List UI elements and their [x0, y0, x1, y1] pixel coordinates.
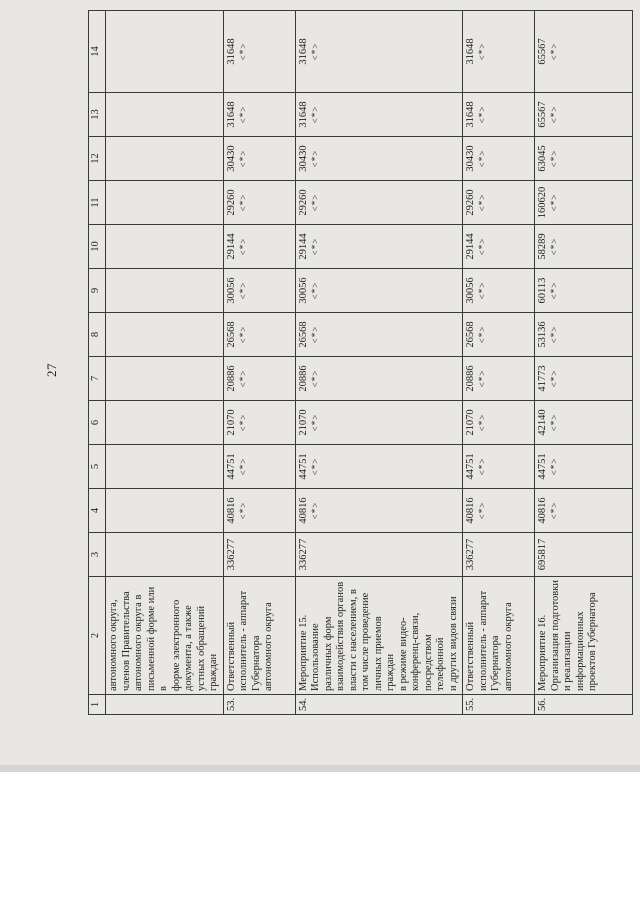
value-cell — [295, 225, 463, 269]
value-cell — [295, 137, 463, 181]
value-cell — [295, 269, 463, 313]
cell-value: 336277 — [465, 538, 476, 571]
cell-footnote-mark: <*> — [477, 193, 487, 212]
value-cell — [223, 11, 295, 93]
cell-footnote-mark: <*> — [237, 193, 248, 212]
cell-value: 695817 — [537, 538, 548, 571]
cell-value: 29144 — [465, 233, 476, 260]
row-description: Мероприятие 15. Использование различных форм взаимодействия органов власти с населением, в том числе проведение личных приемов граждан в режиме видео- конференц-связи, посредством телефонной и других видов связи — [297, 581, 459, 691]
cell-footnote-mark: <*> — [237, 369, 248, 388]
cell-value: 58289 — [537, 233, 548, 260]
value-cell — [223, 93, 295, 137]
value-cell — [295, 489, 463, 533]
cell-value: 29144 — [225, 233, 237, 260]
value-cell — [106, 11, 224, 93]
cell-footnote-mark: <*> — [477, 325, 487, 344]
cell-value: 31648 — [297, 101, 309, 128]
cell-value: 53136 — [537, 321, 548, 348]
cell-footnote-mark: <*> — [237, 325, 248, 344]
cell-value: 63045 — [537, 145, 548, 172]
cell-footnote-mark: <*> — [477, 413, 487, 432]
cell-value: 60113 — [537, 277, 548, 304]
value-cell — [535, 269, 633, 313]
cell-value: 40816 — [465, 497, 476, 524]
cell-value: 31648 — [297, 38, 309, 65]
cell-footnote-mark: <*> — [237, 501, 248, 520]
value-cell — [106, 269, 224, 313]
row-description-cell — [106, 577, 224, 695]
column-header: 10 — [89, 225, 106, 269]
cell-value: 26568 — [297, 321, 309, 348]
cell-value: 21070 — [465, 409, 476, 436]
value-cell — [463, 181, 535, 225]
cell-value: 31648 — [225, 38, 237, 65]
cell-footnote-mark: <*> — [477, 149, 487, 168]
value-cell — [223, 225, 295, 269]
column-header: 12 — [89, 137, 106, 181]
cell-value: 30056 — [465, 277, 476, 304]
value-cell — [535, 445, 633, 489]
value-cell — [295, 401, 463, 445]
cell-value: 40816 — [297, 497, 309, 524]
table-row — [463, 11, 535, 715]
column-header: 5 — [89, 445, 106, 489]
row-description: Мероприятие 16. Организация подготовки и реализации информационных проектов Губернатора — [537, 580, 598, 691]
cell-footnote-mark: <*> — [237, 457, 248, 476]
row-description: Ответственный исполнитель - аппарат Губернатора автономного округа — [465, 590, 514, 691]
value-cell — [535, 181, 633, 225]
column-header: 1 — [89, 695, 106, 715]
value-cell — [463, 357, 535, 401]
cell-value: 20886 — [225, 365, 237, 392]
value-cell — [463, 313, 535, 357]
cell-value: 29260 — [465, 189, 476, 216]
value-cell — [223, 269, 295, 313]
scan-edge — [0, 765, 640, 772]
cell-value: 20886 — [465, 365, 476, 392]
row-description-cell — [463, 577, 535, 695]
cell-value: 30430 — [225, 145, 237, 172]
row-description-cell — [535, 577, 633, 695]
cell-value: 29260 — [225, 189, 237, 216]
value-cell — [106, 225, 224, 269]
cell-footnote-mark: <*> — [237, 281, 248, 300]
value-cell — [295, 313, 463, 357]
cell-footnote-mark: <*> — [237, 413, 248, 432]
cell-value: 30056 — [297, 277, 309, 304]
cell-footnote-mark: <*> — [477, 42, 487, 61]
value-cell — [106, 357, 224, 401]
cell-footnote-mark: <*> — [309, 42, 320, 61]
value-cell — [223, 181, 295, 225]
table-body — [106, 11, 633, 715]
value-cell — [106, 93, 224, 137]
header-row — [89, 11, 106, 715]
value-cell — [463, 269, 535, 313]
cell-footnote-mark: <*> — [549, 42, 559, 61]
row-index: 54. — [295, 695, 463, 715]
cell-footnote-mark: <*> — [237, 105, 248, 124]
cell-value: 21070 — [225, 409, 237, 436]
value-cell — [535, 93, 633, 137]
value-cell — [295, 445, 463, 489]
cell-footnote-mark: <*> — [549, 105, 559, 124]
value-cell — [463, 489, 535, 533]
value-cell — [223, 137, 295, 181]
value-cell — [295, 533, 463, 577]
value-cell — [463, 93, 535, 137]
cell-value: 65567 — [537, 101, 548, 128]
value-cell — [223, 445, 295, 489]
cell-value: 30430 — [297, 145, 309, 172]
column-header: 2 — [89, 577, 106, 695]
cell-value: 336277 — [297, 538, 309, 571]
value-cell — [223, 489, 295, 533]
row-description: автономного округа, членов Правительства автономного округа в письменной форме или в форме электронного документа, а также устных обращений граждан — [108, 586, 219, 691]
value-cell — [535, 137, 633, 181]
cell-footnote-mark: <*> — [309, 325, 320, 344]
cell-value: 30056 — [225, 277, 237, 304]
value-cell — [106, 181, 224, 225]
value-cell — [463, 401, 535, 445]
value-cell — [535, 313, 633, 357]
value-cell — [106, 137, 224, 181]
value-cell — [535, 11, 633, 93]
cell-footnote-mark: <*> — [549, 501, 559, 520]
cell-value: 30430 — [465, 145, 476, 172]
value-cell — [106, 401, 224, 445]
cell-footnote-mark: <*> — [477, 501, 487, 520]
row-index — [106, 695, 224, 715]
row-description-cell — [295, 577, 463, 695]
value-cell — [106, 533, 224, 577]
cell-value: 26568 — [225, 321, 237, 348]
cell-value: 31648 — [465, 101, 476, 128]
value-cell — [223, 357, 295, 401]
cell-footnote-mark: <*> — [477, 369, 487, 388]
cell-footnote-mark: <*> — [237, 149, 248, 168]
value-cell — [295, 357, 463, 401]
cell-value: 65567 — [537, 38, 548, 65]
cell-value: 44751 — [225, 453, 237, 480]
column-header: 4 — [89, 489, 106, 533]
cell-value: 20886 — [297, 365, 309, 392]
cell-footnote-mark: <*> — [549, 413, 559, 432]
cell-value: 40816 — [537, 497, 548, 524]
cell-footnote-mark: <*> — [477, 105, 487, 124]
page-number: 27 — [44, 363, 59, 377]
row-index: 55. — [463, 695, 535, 715]
cell-footnote-mark: <*> — [477, 237, 487, 256]
cell-footnote-mark: <*> — [477, 457, 487, 476]
cell-footnote-mark: <*> — [309, 501, 320, 520]
cell-value: 40816 — [225, 497, 237, 524]
value-cell — [463, 11, 535, 93]
cell-footnote-mark: <*> — [237, 237, 248, 256]
value-cell — [106, 489, 224, 533]
value-cell — [535, 357, 633, 401]
cell-footnote-mark: <*> — [309, 369, 320, 388]
value-cell — [463, 225, 535, 269]
value-cell — [295, 11, 463, 93]
cell-footnote-mark: <*> — [549, 237, 559, 256]
value-cell — [535, 489, 633, 533]
cell-value: 26568 — [465, 321, 476, 348]
cell-value: 336277 — [225, 538, 237, 571]
value-cell — [106, 313, 224, 357]
column-header: 6 — [89, 401, 106, 445]
value-cell — [295, 93, 463, 137]
cell-value: 41773 — [537, 365, 548, 392]
row-index: 56. — [535, 695, 633, 715]
value-cell — [463, 137, 535, 181]
column-header: 7 — [89, 357, 106, 401]
cell-footnote-mark: <*> — [549, 369, 559, 388]
row-index: 53. — [223, 695, 295, 715]
cell-footnote-mark: <*> — [309, 105, 320, 124]
budget-table — [88, 10, 633, 715]
row-description-cell — [223, 577, 295, 695]
cell-value: 31648 — [225, 101, 237, 128]
table-row — [223, 11, 295, 715]
cell-value: 42140 — [537, 409, 548, 436]
cell-value: 21070 — [297, 409, 309, 436]
cell-footnote-mark: <*> — [549, 149, 559, 168]
value-cell — [463, 533, 535, 577]
table-row — [106, 11, 224, 715]
value-cell — [463, 445, 535, 489]
column-header: 13 — [89, 93, 106, 137]
cell-footnote-mark: <*> — [309, 457, 320, 476]
table-row — [295, 11, 463, 715]
cell-value: 29144 — [297, 233, 309, 260]
value-cell — [535, 401, 633, 445]
cell-value: 44751 — [465, 453, 476, 480]
cell-value: 31648 — [465, 38, 476, 65]
cell-footnote-mark: <*> — [309, 413, 320, 432]
cell-footnote-mark: <*> — [309, 237, 320, 256]
column-header: 9 — [89, 269, 106, 313]
cell-footnote-mark: <*> — [237, 42, 248, 61]
cell-footnote-mark: <*> — [549, 325, 559, 344]
value-cell — [535, 533, 633, 577]
value-cell — [106, 445, 224, 489]
value-cell — [223, 401, 295, 445]
value-cell — [223, 313, 295, 357]
cell-footnote-mark: <*> — [309, 281, 320, 300]
cell-footnote-mark: <*> — [309, 193, 320, 212]
value-cell — [535, 225, 633, 269]
column-header: 3 — [89, 533, 106, 577]
cell-footnote-mark: <*> — [309, 149, 320, 168]
column-header: 8 — [89, 313, 106, 357]
column-header: 14 — [89, 11, 106, 93]
cell-footnote-mark: <*> — [549, 193, 559, 212]
cell-value: 44751 — [537, 453, 548, 480]
cell-value: 160620 — [537, 186, 548, 219]
value-cell — [295, 181, 463, 225]
row-description: Ответственный исполнитель - аппарат Губернатора автономного округа — [225, 590, 274, 691]
value-cell — [223, 533, 295, 577]
cell-footnote-mark: <*> — [477, 281, 487, 300]
column-header: 11 — [89, 181, 106, 225]
cell-value: 44751 — [297, 453, 309, 480]
cell-footnote-mark: <*> — [549, 457, 559, 476]
cell-footnote-mark: <*> — [549, 281, 559, 300]
cell-value: 29260 — [297, 189, 309, 216]
table-row — [535, 11, 633, 715]
